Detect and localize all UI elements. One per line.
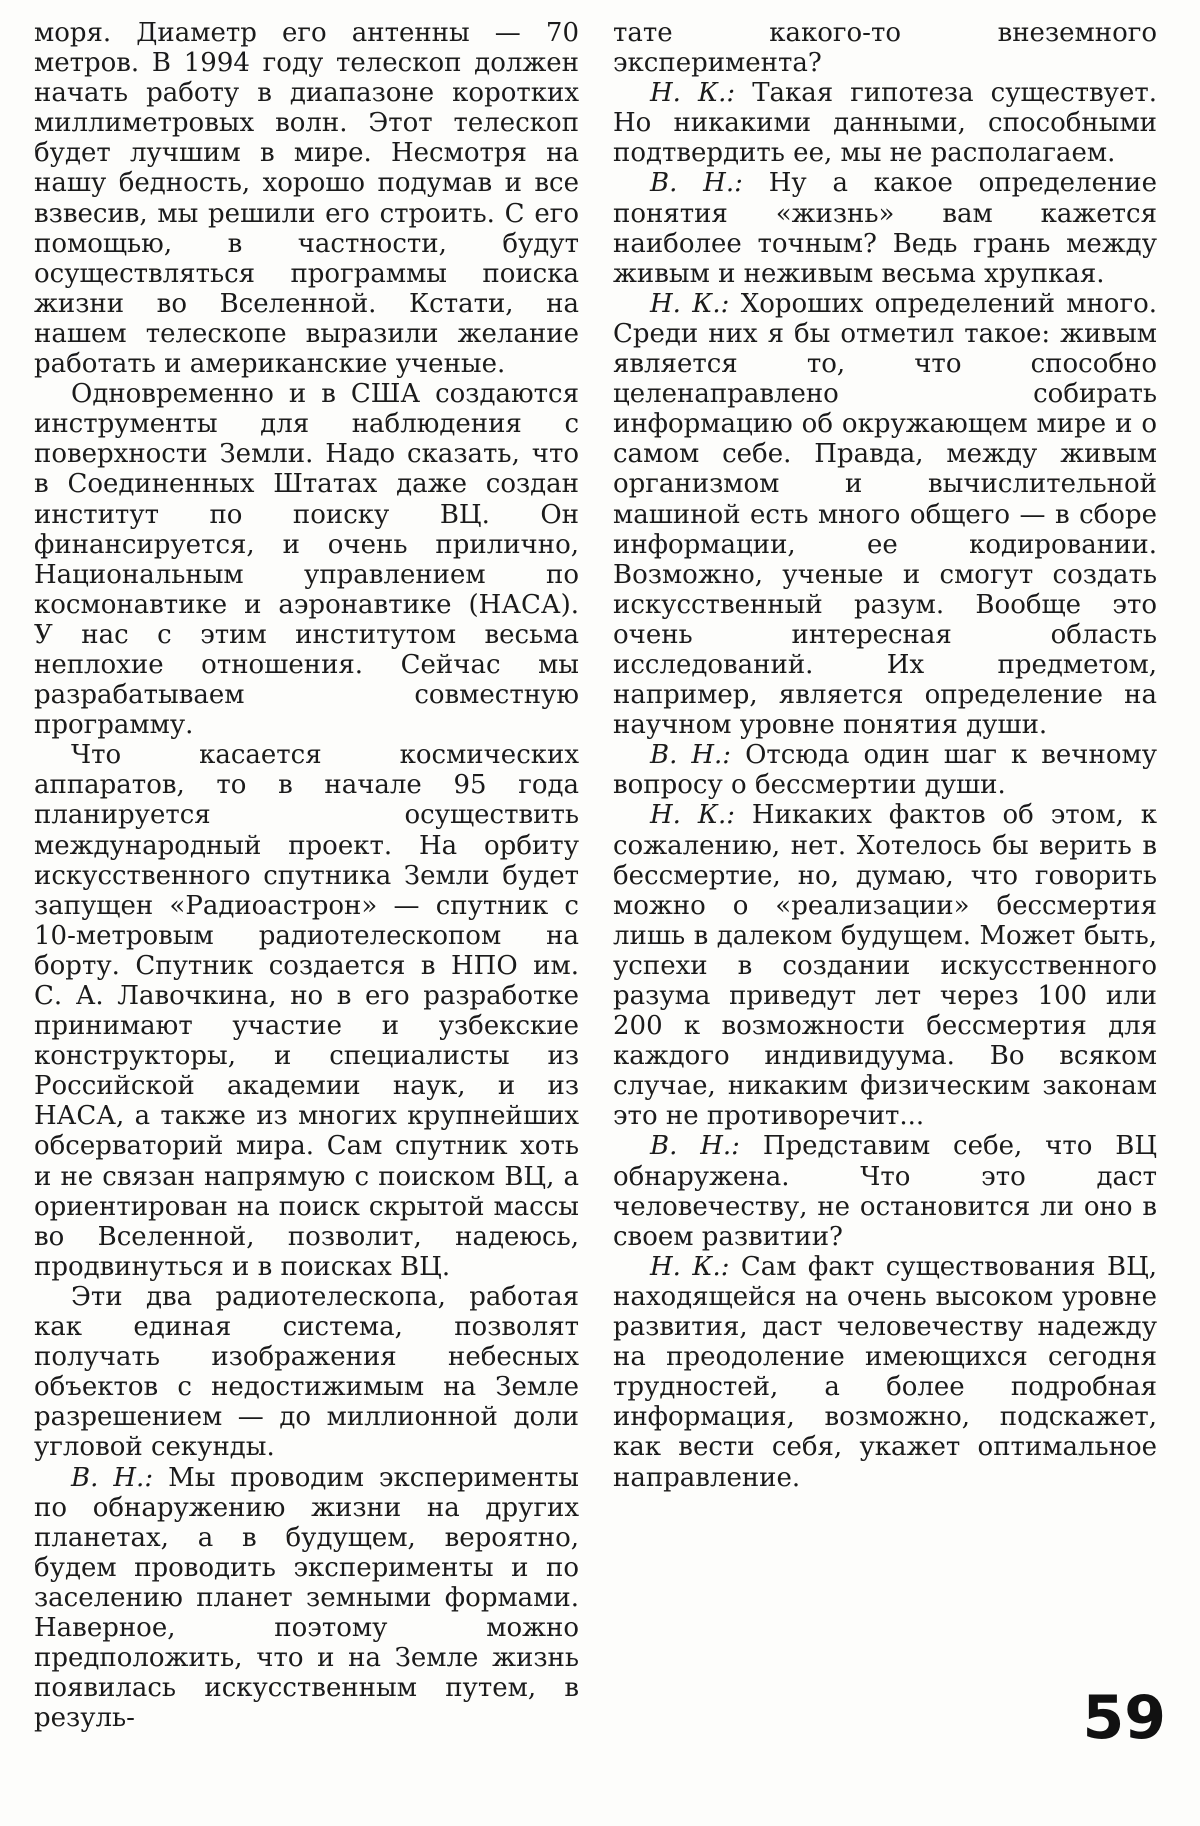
dialogue-paragraph	[613, 800, 1157, 1131]
paragraph	[613, 18, 1157, 78]
paragraph-text: Никаких фактов об этом, к сожалению, нет. Хотелось бы верить в бессмертие, но, думаю, что говорить можно о «реализации» бессмертия лишь в далеком будущем. Может быть, успехи в создании искусственного разума приведут лет через 100 или 200 к возможности бессмертия для каждого индивидуума. Во всяком случае, никаким физическим законам это не противоречит...	[613, 800, 1157, 1132]
dialogue-paragraph	[613, 1131, 1157, 1251]
speaker-label: В. Н.:	[71, 1462, 154, 1493]
paragraph-text: Сам факт существования ВЦ, находящейся на очень высоком уровне развития, даст человечеству надежду на преодоление имеющихся сегодня трудностей, а более подробная информация, возможно, подскажет, как вести себя, укажет оптимальное направление.	[613, 1251, 1158, 1493]
dialogue-paragraph	[613, 740, 1157, 800]
paragraph-text: Представим себе, что ВЦ обнаружена. Что это даст человечеству, не остановится ли оно в своем развитии?	[613, 1131, 1158, 1252]
dialogue-paragraph	[613, 78, 1157, 168]
dialogue-paragraph	[34, 1463, 579, 1734]
speaker-label: В. Н.:	[650, 1131, 740, 1162]
dialogue-paragraph	[613, 1252, 1157, 1493]
speaker-label: Н. К.:	[650, 288, 730, 319]
paragraph-text: Отсюда один шаг к вечному вопросу о бессмертии души.	[613, 740, 1157, 801]
paragraph-text: Что касается космических аппаратов, то в начале 95 года планируется осуществить международный проект. На орбиту искусственного спутника Земли будет запущен «Радиоастрон» — спутник с 10-метровым радиотелескопом на борту. Спутник создается в НПО им. С. А. Лавочкина, но в его разработке принимают участие и узбекские конструкторы, и специалисты из Российской академии наук, и из НАСА, а также из многих крупнейших обсерваторий мира. Сам спутник хоть и не связан напрямую с поиском ВЦ, а ориентирован на поиск скрытой массы во Вселенной, позволит, надеюсь, продвинуться и в поисках ВЦ.	[34, 740, 579, 1282]
paragraph	[34, 740, 579, 1282]
speaker-label: В. Н.:	[650, 168, 743, 199]
paragraph	[34, 18, 579, 379]
paragraph-text: Эти два радиотелескопа, работая как единая система, позволят получать изображения небесных объектов с недостижимым на Земле разрешением — до миллионной доли угловой секунды.	[34, 1281, 579, 1463]
speaker-label: Н. К.:	[650, 800, 735, 831]
paragraph-text: Хороших определений много. Среди них я бы отметил такое: живым является то, что способно целенаправлено собирать информацию об окружающем мире и о самом себе. Правда, между живым организмом и вычислительной машиной есть много общего — в сборе информации, ее кодировании. Возможно, ученые и смогут создать искусственный разум. Вообще это очень интересная область исследований. Их предметом, например, является определение на научном уровне понятия души.	[613, 288, 1158, 741]
speaker-label: В. Н.:	[650, 740, 732, 771]
paragraph-text: Ну а какое определение понятия «жизнь» вам кажется наиболее точным? Ведь грань между живым и неживым весьма хрупкая.	[613, 168, 1157, 289]
paragraph	[34, 1282, 579, 1463]
right-column	[613, 18, 1157, 1493]
dialogue-paragraph	[613, 289, 1157, 740]
paragraph-text: Одновременно и в США создаются инструменты для наблюдения с поверхности Земли. Надо сказать, что в Соединенных Штатах даже создан институт по поиску ВЦ. Он финансируется, и очень прилично, Национальным управлением по космонавтике и аэронавтике (НАСА). У нас с этим институтом весьма неплохие отношения. Сейчас мы разрабатываем совместную программу.	[34, 379, 579, 741]
speaker-label: Н. К.:	[650, 1251, 730, 1282]
paragraph-text: моря. Диаметр его антенны — 70 метров. В 1994 году телескоп должен начать работу в диапазоне коротких миллиметровых волн. Этот телескоп будет лучшим в мире. Несмотря на нашу бедность, хорошо подумав и все взвесив, мы решили его строить. С его помощью, в частности, будут осуществляться программы поиска жизни во Вселенной. Кстати, на нашем телескопе выразили желание работать и американские ученые.	[34, 18, 579, 380]
paragraph	[34, 379, 579, 740]
paragraph-text: Мы проводим эксперименты по обнаружению жизни на других планетах, а в будущем, вероятно, будем проводить эксперименты и по заселению планет земными формами. Наверное, поэтому можно предположить, что и на Земле жизнь появилась искусственным путем, в резуль-	[34, 1462, 580, 1734]
speaker-label: Н. К.:	[650, 78, 736, 109]
paragraph-text: Такая гипотеза существует. Но никакими данными, способными подтвердить ее, мы не располагаем.	[613, 78, 1157, 169]
paragraph-text: тате какого-то внеземного эксперимента?	[613, 18, 1157, 79]
page-number: 59	[1082, 1683, 1166, 1753]
dialogue-paragraph	[613, 168, 1157, 288]
left-column	[34, 18, 579, 1733]
